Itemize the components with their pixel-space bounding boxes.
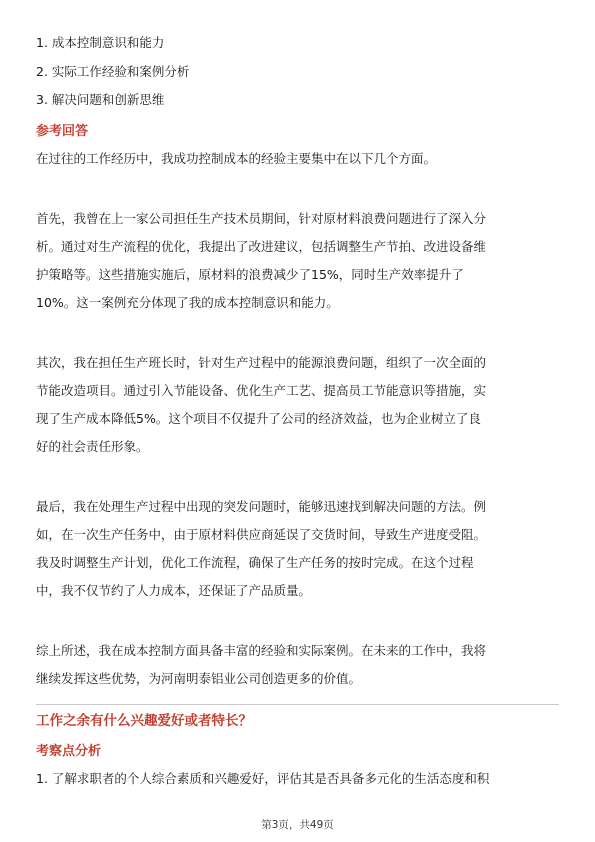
answer-line: 其次，我在担任生产班长时，针对生产过程中的能源浪费问题，组织了一次全面的 [36, 355, 487, 370]
answer-line: 中，我不仅节约了人力成本，还保证了产品质量。 [36, 583, 312, 598]
focus-point-2: 2. 实际工作经验和案例分析 [36, 64, 190, 79]
answer-line: 如，在一次生产任务中，由于原材料供应商延误了交货时间，导致生产进度受阻。 [36, 527, 487, 542]
answer-line: 析。通过对生产流程的优化，我提出了改进建议，包括调整生产节拍、改进设备维 [36, 239, 487, 254]
answer-line: 我及时调整生产计划，优化工作流程，确保了生产任务的按时完成。在这个过程 [36, 555, 474, 570]
answer-line: 10%。这一案例充分体现了我的成本控制意识和能力。 [36, 295, 339, 310]
focus-point-1: 1. 成本控制意识和能力 [36, 35, 165, 50]
answer-line: 最后，我在处理生产过程中出现的突发问题时，能够迅速找到解决问题的方法。例 [36, 499, 487, 514]
answer-line: 好的社会责任形象。 [36, 439, 149, 454]
analysis-point-1: 1. 了解求职者的个人综合素质和兴趣爱好，评估其是否具备多元化的生活态度和积 [36, 771, 490, 786]
answer-line: 继续发挥这些优势，为河南明泰铝业公司创造更多的价值。 [36, 671, 362, 686]
page-footer: 第3页，共49页 [261, 819, 334, 831]
reference-answer-heading: 参考回答 [36, 124, 89, 139]
answer-line: 综上所述，我在成本控制方面具备丰富的经验和实际案例。在未来的工作中，我将 [36, 643, 487, 658]
section-divider [36, 704, 559, 705]
answer-line: 首先，我曾在上一家公司担任生产技术员期间，针对原材料浪费问题进行了深入分 [36, 211, 487, 226]
analysis-heading: 考察点分析 [36, 744, 102, 759]
answer-line: 现了生产成本降低5%。这个项目不仅提升了公司的经济效益，也为企业树立了良 [36, 411, 481, 426]
focus-point-3: 3. 解决问题和创新思维 [36, 92, 165, 107]
answer-line: 护策略等。这些措施实施后，原材料的浪费减少了15%，同时生产效率提升了 [36, 267, 464, 282]
answer-line: 在过往的工作经历中，我成功控制成本的经验主要集中在以下几个方面。 [36, 151, 437, 166]
answer-line: 节能改造项目。通过引入节能设备、优化生产工艺、提高员工节能意识等措施，实 [36, 383, 487, 398]
next-question-heading: 工作之余有什么兴趣爱好或者特长？ [36, 713, 252, 729]
